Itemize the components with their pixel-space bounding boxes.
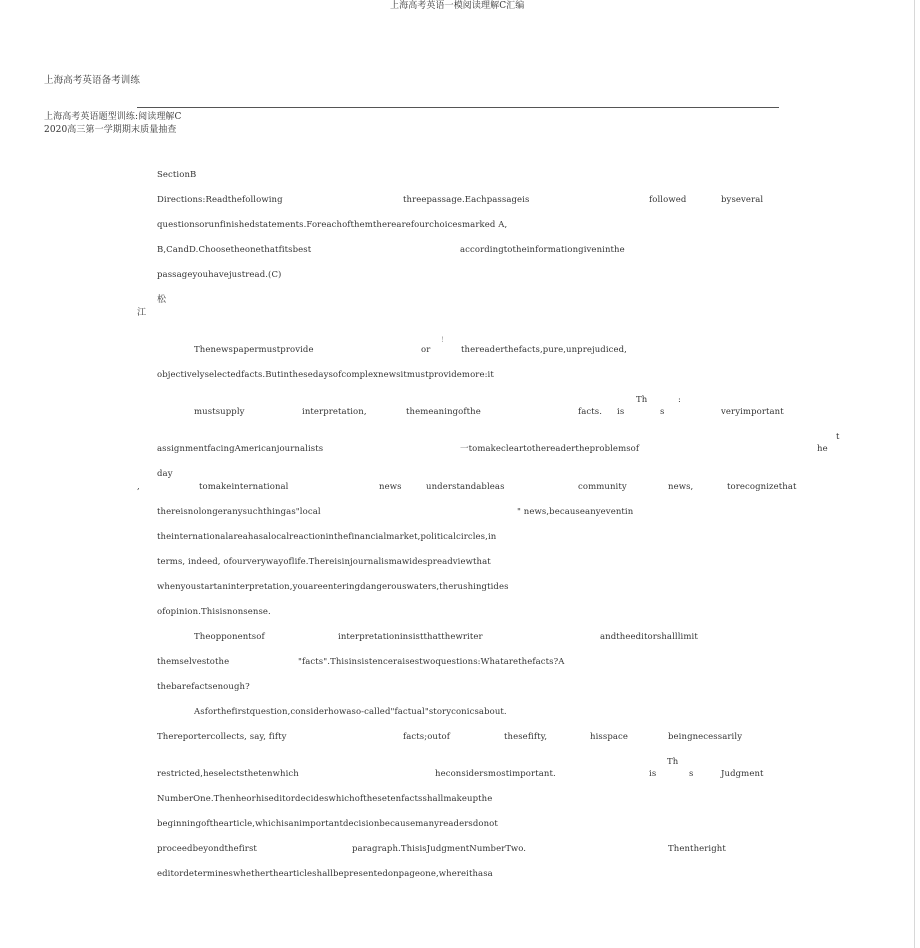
passage-line: s <box>660 407 665 417</box>
training-subtitle: 上海高考英语题型训练:阅读理解C <box>44 112 182 122</box>
passage-line: ofopinion.Thisisnonsense. <box>157 607 271 617</box>
passage-fragment: Th <box>667 757 679 767</box>
passage-line: veryimportant <box>721 407 784 417</box>
passage-line: theinternationalareahasalocalreactioninthefinancialmarket,politicalcircles,in <box>157 532 497 542</box>
directions-line: Directions:Readthefollowing <box>157 195 283 205</box>
district-label: 江 <box>137 308 147 318</box>
passage-line: terms, indeed, ofourverywayoflife.Thereisinjournalismawidespreadviewthat <box>157 557 491 567</box>
passage-fragment: : <box>678 395 681 405</box>
directions-line: followed <box>649 195 687 205</box>
passage-line: proceedbeyondthefirst <box>157 844 257 854</box>
passage-line: Thentheright <box>668 844 726 854</box>
passage-line: news <box>379 482 402 492</box>
passage-line: beginningofthearticle,whichisanimportantdecisionbecausemanyreadersdonot <box>157 819 498 829</box>
passage-line: mustsupply <box>194 407 245 417</box>
page-header-title: 上海高考英语一模阅读理解C汇编 <box>390 1 525 11</box>
passage-line: thebarefactsenough? <box>157 682 250 692</box>
passage-fragment: , <box>137 482 140 492</box>
passage-fragment: day <box>157 469 173 479</box>
passage-fragment: t <box>836 432 840 442</box>
passage-line: 一tomakecleartothereadertheproblemsof <box>460 444 640 454</box>
passage-line: is <box>649 769 657 779</box>
passage-line: themeaningofthe <box>406 407 481 417</box>
passage-line: interpretationinsistthatthewriter <box>338 632 483 642</box>
directions-line: threepassage.Eachpassageis <box>403 195 530 205</box>
passage-line: torecognizethat <box>727 482 797 492</box>
passage-line: Judgment <box>721 769 764 779</box>
district-label: 松 <box>157 295 167 305</box>
passage-line: heconsidersmostimportant. <box>435 769 556 779</box>
training-heading: 上海高考英语备考训练 <box>44 75 141 86</box>
directions-line: byseveral <box>721 195 764 205</box>
passage-line: whenyoustartaninterpretation,youareenteringdangerouswaters,therushingtides <box>157 582 509 592</box>
passage-line: news, <box>668 482 694 492</box>
directions-line: B,CandD.Choosetheonethatfitsbest <box>157 245 312 255</box>
passage-line: objectivelyselectedfacts.Butinthesedaysofcomplexnewsitmustprovidemore:it <box>157 370 494 380</box>
passage-line: " news,becauseanyeventin <box>517 507 634 517</box>
stray-mark: ! <box>441 336 444 344</box>
passage-line: interpretation, <box>302 407 367 417</box>
passage-line: s <box>689 769 694 779</box>
passage-line: assignmentfacingAmericanjournalists <box>157 444 324 454</box>
passage-line: themselvestothe <box>157 657 230 667</box>
directions-line: questionsorunfinishedstatements.Foreachofthemtherearefourchoicesmarked A, <box>157 220 508 230</box>
passage-line: understandableas <box>426 482 505 492</box>
passage-line: beingnecessarily <box>668 732 743 742</box>
passage-line: NumberOne.Thenheorhiseditordecideswhichofthesetenfactsshallmakeupthe <box>157 794 493 804</box>
passage-line: hisspace <box>590 732 629 742</box>
passage-line: thereaderthefacts,pure,unprejudiced, <box>461 345 627 355</box>
passage-line: community <box>578 482 627 492</box>
directions-line: passageyouhavejustread.(C) <box>157 270 282 280</box>
passage-line: is <box>617 407 625 417</box>
passage-line: he <box>817 444 828 454</box>
horizontal-rule <box>137 107 779 108</box>
page-edge <box>914 0 915 948</box>
passage-line: restricted,heselectsthetenwhich <box>157 769 299 779</box>
directions-line: accordingtotheinformationgiveninthe <box>460 245 625 255</box>
passage-line: tomakeinternational <box>199 482 289 492</box>
section-label: SectionB <box>157 170 197 180</box>
passage-line: paragraph.ThisisJudgmentNumberTwo. <box>352 844 527 854</box>
passage-line: andtheeditorshalllimit <box>600 632 698 642</box>
passage-fragment: Th <box>636 395 648 405</box>
passage-line: "facts".Thisinsistenceraisestwoquestions:Whatarethefacts?A <box>298 657 565 667</box>
passage-line: or <box>421 345 431 355</box>
passage-line: Thereportercollects, say, fifty <box>157 732 287 742</box>
passage-line: facts. <box>578 407 603 417</box>
passage-line: facts;outof <box>403 732 450 742</box>
exam-title: 2020高三第一学期期末质量抽查 <box>44 125 177 135</box>
passage-line: Theopponentsof <box>194 632 265 642</box>
passage-line: editordetermineswhetherthearticleshallbepresentedonpageone,whereithasa <box>157 869 493 879</box>
passage-line: thereisnolongeranysuchthingas"local <box>157 507 321 517</box>
passage-line: Asforthefirstquestion,considerhowaso-called"factual"storyconicsabout. <box>194 707 507 717</box>
passage-line: Thenewspapermustprovide <box>194 345 314 355</box>
passage-line: thesefifty, <box>504 732 548 742</box>
